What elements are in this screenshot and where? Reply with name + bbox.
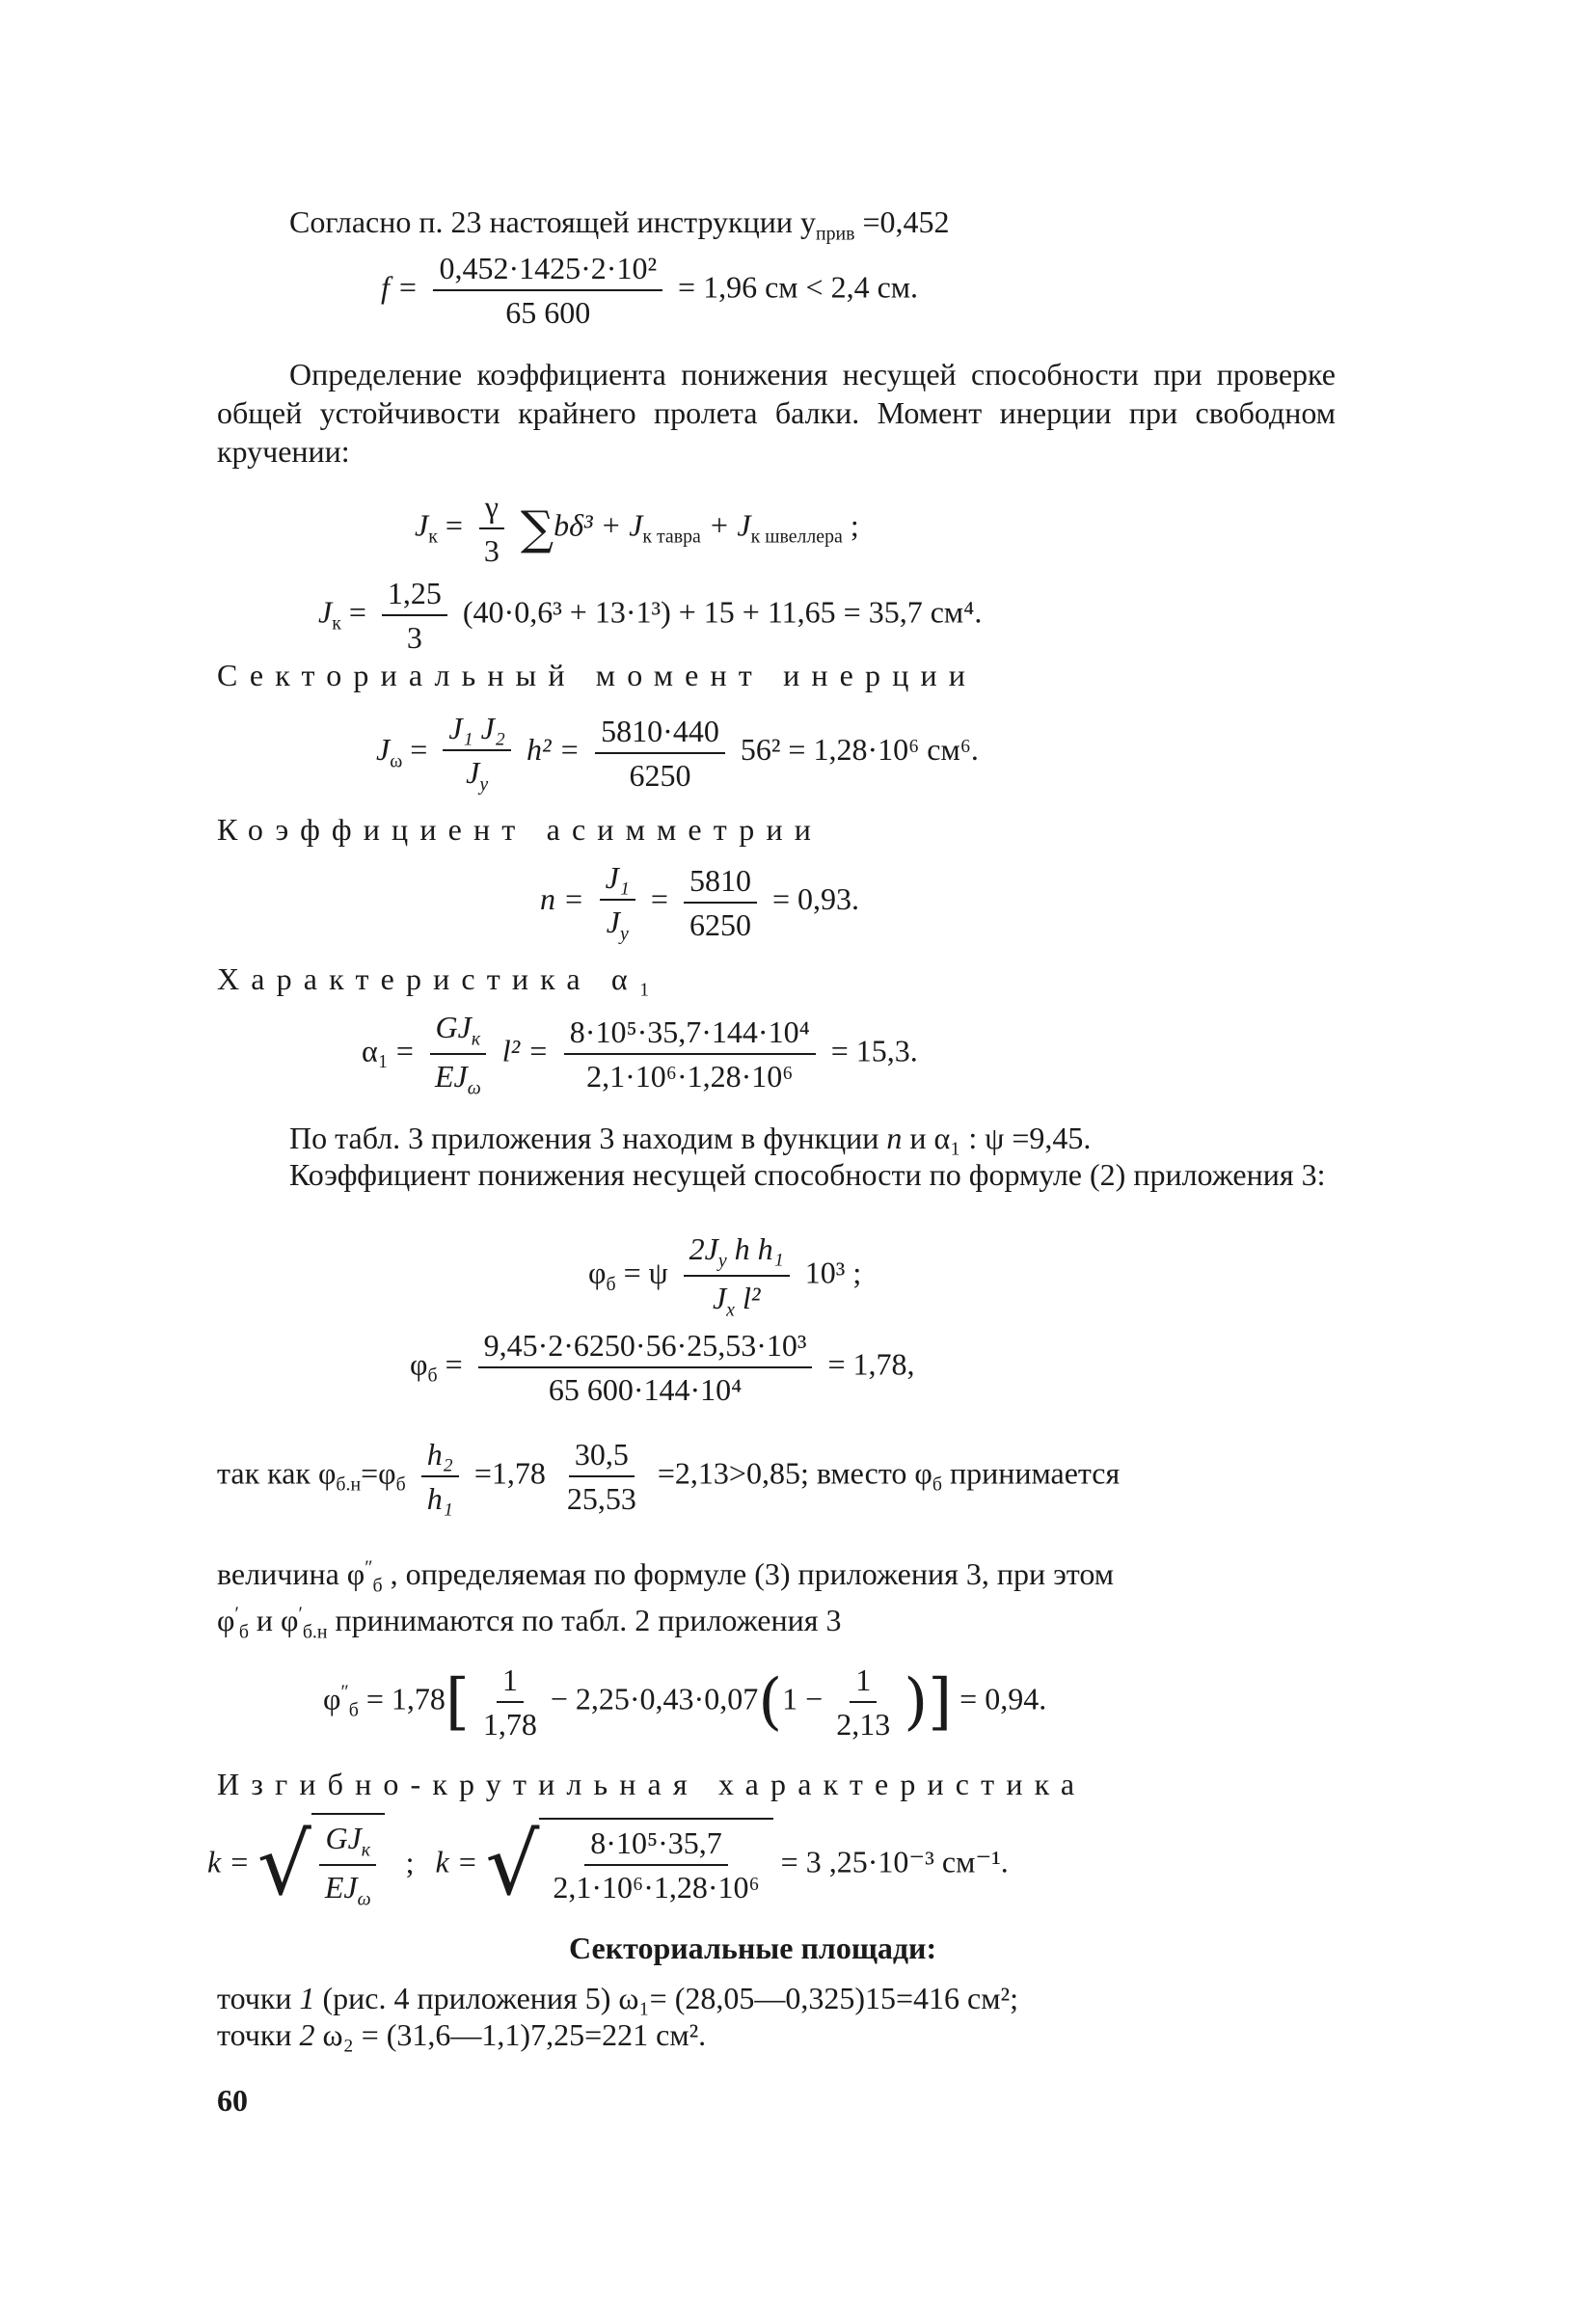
k-fraction-2 (547, 1824, 765, 1906)
phi3-denominator-1: 1,78 (482, 1707, 537, 1742)
intro-text: Согласно п. 23 настоящей инструкции y (289, 204, 816, 239)
heading-sectorial-moment: Секториальный момент инерции (217, 658, 978, 692)
k-den-sub: ω (357, 1888, 371, 1910)
tak-sub3: б (932, 1473, 942, 1496)
pt2-b: ω₂ = (31,6—1,1)7,25=221 см². (314, 2017, 707, 2052)
k-separator: ; (405, 1844, 415, 1879)
n-den-sub: y (619, 923, 629, 945)
n-eq: = (650, 880, 668, 916)
tak-sub1: б.н (336, 1473, 362, 1496)
jk-fraction (478, 487, 505, 570)
a1-num-sub: к (471, 1028, 481, 1050)
formula-alpha1 (362, 1008, 918, 1100)
heading-characteristic: Характеристика α₁ (217, 961, 662, 996)
k-rhs: = 3 ,25·10⁻³ см⁻¹. (780, 1844, 1009, 1879)
vel2-sub1: б (238, 1621, 249, 1643)
jk-lhs-sub: к (428, 526, 438, 548)
phi2-denominator: 65 600·144·10⁴ (548, 1372, 743, 1407)
jw-eq: = (410, 731, 428, 767)
jw-fraction-2 (595, 712, 725, 795)
formula-n (540, 858, 859, 946)
phi3-numerator-2: 1 (850, 1661, 877, 1703)
a1-l: l² = (501, 1033, 549, 1068)
jk2-numerator: 1,25 (382, 574, 447, 616)
line-point-2 (217, 2015, 706, 2054)
tak-a: так как φ (217, 1455, 337, 1491)
phi2-fraction (478, 1326, 813, 1409)
tak-e: принимается (941, 1455, 1121, 1491)
phi3-fraction-2 (830, 1661, 896, 1743)
vel-sup: ″ (365, 1556, 373, 1579)
k-numerator (319, 1819, 376, 1866)
a1-numerator-2: 8·10⁵·35,7·144·10⁴ (564, 1013, 816, 1055)
n-fraction (600, 858, 635, 946)
intro-value: =0,452 (854, 204, 950, 239)
tak-h-fraction (421, 1435, 459, 1518)
k-denominator (319, 1866, 377, 1911)
phi3-rhs: = 0,94. (959, 1681, 1047, 1716)
n-numerator: J₁ (600, 858, 635, 901)
n-denominator-2: 6250 (689, 906, 751, 942)
a1-den-sub: ω (467, 1077, 481, 1099)
k-radicand (311, 1813, 385, 1911)
phi3-left-bracket: [ (445, 1666, 470, 1738)
formula-jw (376, 709, 979, 797)
vel-a: величина φ (217, 1556, 365, 1591)
paragraph-coefficient: Коэффициент понижения несущей способности по формуле (2) приложения 3: (289, 1157, 1326, 1192)
phi-num-2j: 2J (689, 1231, 718, 1266)
line-since (217, 1435, 1120, 1518)
k-fraction (319, 1819, 377, 1911)
phi3-lhs-sub: б (348, 1699, 359, 1721)
k-den-ej: EJ (324, 1870, 358, 1905)
jk-taur-sub: к тавра (642, 526, 701, 548)
jw-lhs-sub: ω (390, 750, 403, 772)
intro-sub: прив (815, 223, 855, 245)
radical-icon: √ (257, 1815, 311, 1915)
phi2-rhs: = 1,78, (827, 1346, 915, 1382)
jk-eq: = (445, 507, 463, 543)
phi-den-rest: l² (734, 1281, 761, 1316)
jk-chan-sub: к швеллера (750, 526, 843, 548)
radical-icon-2: √ (485, 1815, 540, 1915)
tak-b: =φ (361, 1455, 396, 1491)
tak-fraction-2 (561, 1435, 642, 1518)
line-taken (217, 1601, 841, 1644)
phi-den-sub: x (726, 1299, 735, 1321)
page-number: 60 (217, 2083, 248, 2118)
vel-b: , определяемая по формуле (3) приложения 3, при этом (382, 1556, 1114, 1591)
jw-denominator (460, 751, 494, 797)
phi3-left-paren: ( (758, 1666, 783, 1738)
formula-jk-numeric (318, 574, 982, 657)
phi-rhs: 10³ ; (804, 1255, 862, 1290)
para2-b: и α₁ : ψ =9,45. (902, 1121, 1092, 1155)
n-fraction-2 (684, 861, 757, 944)
a1-den-ej: EJ (434, 1059, 468, 1094)
a1-denominator-2: 2,1·10⁶·1,28·10⁶ (586, 1059, 794, 1094)
n-rhs: = 0,93. (771, 880, 860, 916)
tak-numerator-2: 30,5 (569, 1435, 635, 1477)
formula-phi-numeric (410, 1326, 915, 1409)
f-fraction (433, 249, 662, 332)
phi3-eq: = 1,78 (365, 1681, 446, 1716)
tak-h-numerator: h₂ (421, 1435, 459, 1477)
tak-c: =1,78 (473, 1455, 546, 1491)
jw-lhs: J (376, 731, 391, 767)
jk2-rhs: (40·0,6³ + 13·1³) + 15 + 11,65 = 35,7 см⁴. (462, 594, 983, 630)
phi3-right-paren: ) (904, 1666, 929, 1738)
tak-d: =2,13>0,85; вместо φ (657, 1455, 932, 1491)
line-value (217, 1554, 1114, 1598)
n-lhs: n = (540, 880, 584, 916)
a1-denominator (429, 1055, 487, 1100)
intro-line (289, 203, 950, 246)
k-lhs-2: k = (435, 1844, 478, 1879)
jk2-lhs: J (318, 594, 333, 630)
phi-eq: = ψ (623, 1255, 668, 1290)
phi-lhs: φ (588, 1255, 607, 1290)
jk-numerator: γ (479, 487, 504, 529)
vel2-c: принимаются по табл. 2 приложения 3 (327, 1603, 842, 1637)
jw-den-j: J (466, 755, 480, 790)
f-lhs: f = (381, 269, 419, 305)
phi2-lhs-sub: б (427, 1365, 438, 1387)
k-numerator-2: 8·10⁵·35,7 (584, 1824, 727, 1866)
jk-body: bδ³ + J (554, 507, 643, 543)
jk-denominator: 3 (483, 533, 500, 568)
jw-numerator: J₁ J₂ (443, 709, 511, 751)
phi3-mid: − 2,25·0,43·0,07 (550, 1681, 759, 1716)
tak-sub2: б (395, 1473, 406, 1496)
a1-fraction (429, 1008, 487, 1100)
a1-num-gj: GJ (435, 1010, 472, 1044)
jk2-denominator: 3 (406, 620, 422, 655)
pt1-number: 1 (299, 1981, 315, 2015)
para2-a: По табл. 3 приложения 3 находим в функции (289, 1121, 887, 1155)
jw-fraction (443, 709, 511, 797)
pt1-a: точки (217, 1981, 300, 2015)
phi-num-rest: h h₁ (726, 1231, 784, 1266)
f-rhs: = 1,96 см < 2,4 см. (678, 269, 919, 305)
vel2-a: φ (217, 1603, 235, 1637)
a1-lhs: α₁ = (362, 1033, 414, 1068)
phi-fraction (684, 1230, 790, 1322)
tak-h-denominator: h₁ (426, 1481, 453, 1516)
jk2-fraction (382, 574, 447, 657)
k-num-sub: к (361, 1839, 371, 1861)
pt2-number: 2 (299, 2017, 315, 2052)
phi3-one: 1 − (782, 1681, 824, 1716)
a1-numerator (430, 1008, 487, 1055)
jk2-eq: = (348, 594, 366, 630)
k-lhs: k = (207, 1844, 250, 1879)
formula-deflection (381, 249, 918, 332)
phi3-numerator-1: 1 (497, 1661, 524, 1703)
pt1-b: (рис. 4 приложения 5) ω₁= (28,05—0,325)15=416 см²; (314, 1981, 1018, 2015)
phi3-lhs: φ (323, 1681, 341, 1716)
n-denominator (601, 901, 635, 946)
phi-den-j: J (712, 1281, 727, 1316)
vel2-sup2: ′ (298, 1603, 303, 1625)
f-numerator: 0,452·1425·2·10² (433, 249, 662, 291)
heading-asymmetry: Коэффициент асимметрии (217, 812, 824, 847)
sum-symbol: ∑ (520, 501, 554, 555)
a1-fraction-2 (564, 1013, 816, 1095)
para2-n: n (886, 1121, 903, 1155)
phi3-denominator-2: 2,13 (836, 1707, 891, 1742)
phi3-lhs-sup: ″ (340, 1681, 349, 1703)
pt2-a: точки (217, 2017, 300, 2052)
jk-plus: + J (700, 507, 751, 543)
jk-end: ; (842, 507, 859, 543)
jw-h: h² = (526, 731, 581, 767)
jw-numerator-2: 5810·440 (595, 712, 725, 754)
jw-den-sub: y (479, 773, 489, 796)
formula-phi (588, 1230, 861, 1322)
a1-rhs: = 15,3. (830, 1033, 918, 1068)
k-num-gj: GJ (325, 1821, 362, 1855)
paragraph-table3 (289, 1119, 1091, 1157)
f-denominator: 65 600 (505, 295, 591, 330)
heading-sectorial-areas: Секториальные площади: (569, 1931, 937, 1965)
n-den-j: J (606, 905, 620, 939)
vel-sub: б (372, 1575, 383, 1597)
vel2-b: и φ (248, 1603, 299, 1637)
vel2-sup1: ′ (234, 1603, 239, 1625)
k-denominator-2: 2,1·10⁶·1,28·10⁶ (553, 1870, 760, 1905)
jw-denominator-2: 6250 (629, 757, 691, 793)
phi3-fraction-1 (477, 1661, 543, 1743)
phi2-lhs: φ (410, 1346, 428, 1382)
formula-k (207, 1813, 1009, 1915)
phi-num-sub: y (717, 1250, 727, 1272)
phi2-numerator: 9,45·2·6250·56·25,53·10³ (478, 1326, 813, 1368)
phi-denominator (707, 1277, 767, 1322)
phi3-right-bracket: ] (928, 1666, 953, 1738)
jk2-lhs-sub: к (332, 612, 341, 635)
jw-rhs: 56² = 1,28·10⁶ см⁶. (740, 731, 979, 767)
formula-phi-double-prime (323, 1661, 1046, 1743)
paragraph-definition: Определение коэффициента понижения несущей способности при проверке общей устойчивости крайнего пролета балки. Момент инерции при свободном кручении: (217, 357, 1336, 469)
vel2-sub2: б.н (302, 1621, 328, 1643)
phi-lhs-sub: б (606, 1273, 616, 1295)
tak-denominator-2: 25,53 (566, 1481, 636, 1516)
k-radicand-2 (539, 1818, 772, 1906)
formula-jk (415, 487, 859, 570)
phi2-eq: = (445, 1346, 463, 1382)
heading-torsion: Изгибно-крутильная характеристика (217, 1767, 1087, 1801)
jk-lhs: J (415, 507, 429, 543)
n-numerator-2: 5810 (684, 861, 757, 904)
line-point-1 (217, 1979, 1018, 2017)
phi-numerator (684, 1230, 790, 1277)
